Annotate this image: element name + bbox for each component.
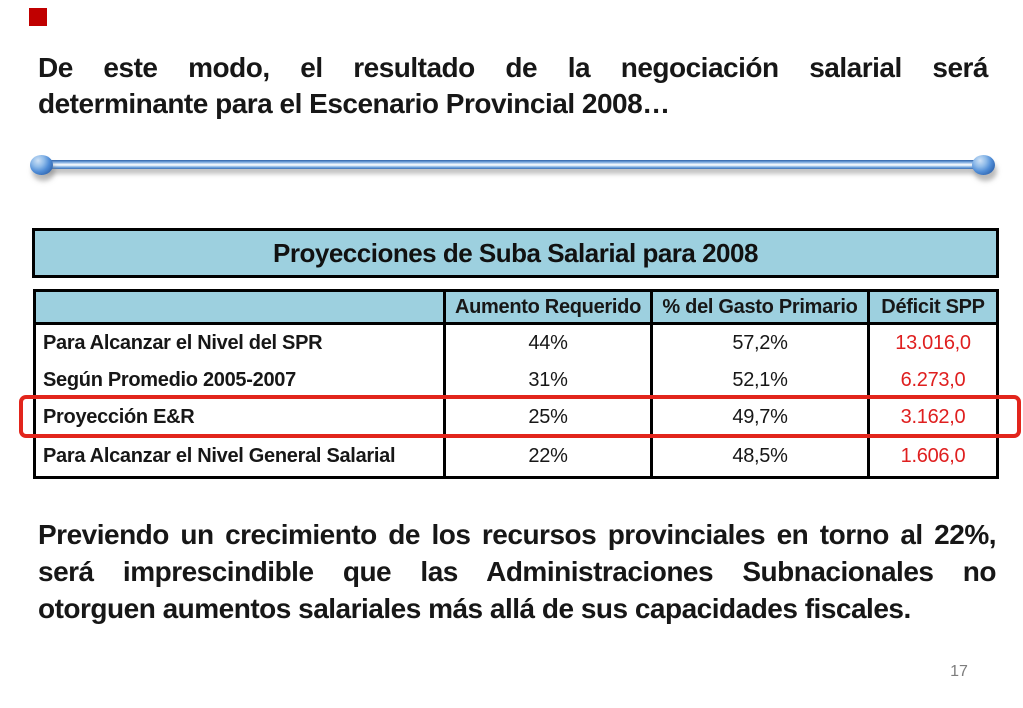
- row-label-cell: Para Alcanzar el Nivel del SPR: [43, 332, 323, 354]
- divider-left-cap-icon: [30, 155, 53, 175]
- deficit-cell: 3.162,0: [867, 399, 996, 436]
- divider-rod-icon: [42, 160, 983, 169]
- table-header-empty: [36, 292, 443, 325]
- deficit-cell: 13.016,0: [867, 325, 996, 362]
- aumento-cell: 22%: [443, 436, 650, 476]
- table-header-aumento: Aumento Requerido: [443, 292, 650, 325]
- row-label-cell: Para Alcanzar el Nivel General Salarial: [43, 444, 396, 467]
- deficit-cell: 1.606,0: [867, 436, 996, 476]
- summary-line1: Previendo un crecimiento de los recursos provinciales en torno al 22%,: [38, 519, 996, 550]
- projection-table: [33, 289, 999, 479]
- table-header-gasto: % del Gasto Primario: [650, 292, 867, 325]
- gasto-cell: 48,5%: [650, 436, 867, 476]
- gasto-cell: 57,2%: [650, 325, 867, 362]
- table-title: Proyecciones de Suba Salarial para 2008: [32, 228, 999, 278]
- aumento-cell: 31%: [443, 362, 650, 399]
- summary-paragraph: [38, 516, 996, 627]
- row-label-cell: Según Promedio 2005-2007: [43, 369, 296, 391]
- red-corner-marker-icon: [29, 8, 47, 26]
- summary-line2: será imprescindible que las Administraciones Subnacionales no: [38, 556, 996, 587]
- divider: [30, 153, 995, 195]
- slide-title-line2: determinante para el Escenario Provincial 2008…: [38, 88, 670, 119]
- table-header-deficit: Déficit SPP: [867, 292, 996, 325]
- summary-line3: otorguen aumentos salariales más allá de sus capacidades fiscales.: [38, 593, 911, 624]
- gasto-cell: 49,7%: [650, 399, 867, 436]
- divider-right-cap-icon: [972, 155, 995, 175]
- slide-title-line1: De este modo, el resultado de la negociación salarial será: [38, 52, 988, 83]
- aumento-cell: 44%: [443, 325, 650, 362]
- page-number: 17: [950, 663, 968, 680]
- slide-title: [38, 50, 988, 122]
- aumento-cell: 25%: [443, 399, 650, 436]
- gasto-cell: 52,1%: [650, 362, 867, 399]
- row-label-cell: Proyección E&R: [43, 406, 195, 428]
- deficit-cell: 6.273,0: [867, 362, 996, 399]
